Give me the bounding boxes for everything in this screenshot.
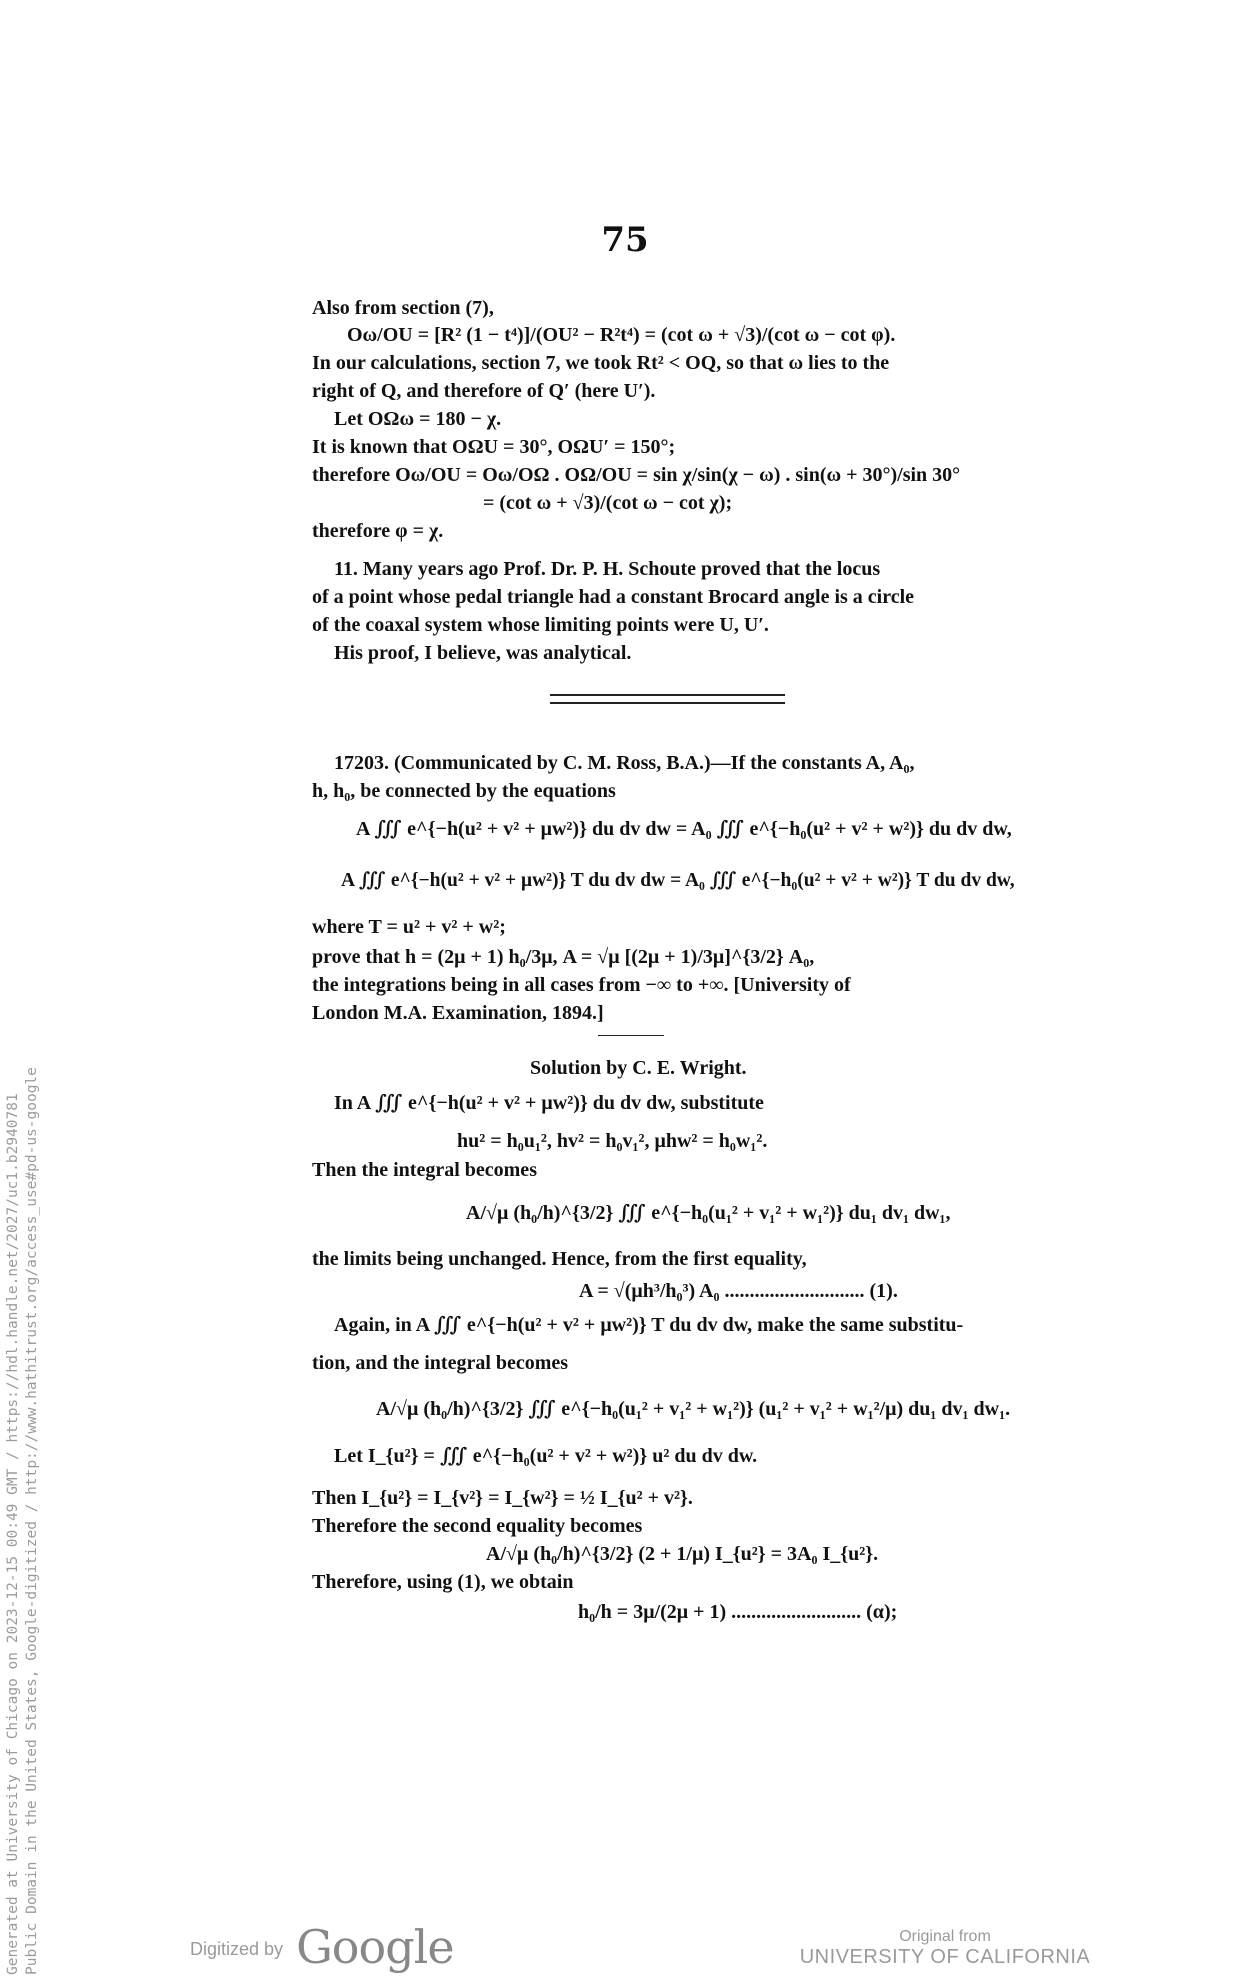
digitized-label: Digitized by (190, 1939, 284, 1959)
text-line: A/√μ (h₀/h)^{3/2} (2 + 1/μ) I_{u²} = 3A₀ I_{u²}. (486, 1543, 879, 1565)
text-line: therefore φ = χ. (312, 520, 444, 542)
google-logo: Google (296, 1920, 454, 1974)
text-line: where T = u² + v² + w²; (312, 916, 506, 938)
original-from-label: Original from (899, 1928, 991, 1945)
text-line: Then I_{u²} = I_{v²} = I_{w²} = ½ I_{u² + v²}. (312, 1487, 693, 1509)
text-line: Therefore the second equality becomes (312, 1515, 643, 1537)
text-line: right of Q, and therefore of Q′ (here U′). (312, 380, 656, 402)
text-line: A ∭ e^{−h(u² + v² + μw²)} du dv dw = A₀ ∭ e^{−h₀(u² + v² + w²)} du dv dw, (356, 818, 1012, 840)
text-line: A/√μ (h₀/h)^{3/2} ∭ e^{−h₀(u₁² + v₁² + w₁²)} (u₁² + v₁² + w₁²/μ) du₁ dv₁ dw₁. (376, 1398, 1011, 1420)
section-divider-top (550, 694, 785, 696)
text-line: In our calculations, section 7, we took Rt² < OQ, so that ω lies to the (312, 352, 890, 374)
text-line: His proof, I believe, was analytical. (334, 642, 632, 664)
text-line: A = √(μh³/h₀³) A₀ ............................ (1). (579, 1280, 898, 1302)
text-line: Then the integral becomes (312, 1159, 537, 1181)
text-line: Let I_{u²} = ∭ e^{−h₀(u² + v² + w²)} u² du dv dw. (334, 1445, 758, 1467)
text-line: hu² = h₀u₁², hv² = h₀v₁², μhw² = h₀w₁². (457, 1130, 768, 1152)
text-line: A ∭ e^{−h(u² + v² + μw²)} T du dv dw = A₀ ∭ e^{−h₀(u² + v² + w²)} T du dv dw, (341, 870, 1015, 891)
provenance-line-1: Generated at University of Chicago on 2023-12-15 00:49 GMT / https://hdl.handle.net/2027/uc1.b2940781 (5, 1093, 21, 1975)
text-line: tion, and the integral becomes (312, 1352, 569, 1374)
text-line: 11. Many years ago Prof. Dr. P. H. Schoute proved that the locus (334, 558, 881, 580)
text-line: In A ∭ e^{−h(u² + v² + μw²)} du dv dw, substitute (334, 1092, 764, 1114)
provenance-line-2: Public Domain in the United States, Google-digitized / http://www.hathitrust.org/access_use#pd-us-google (24, 1067, 40, 1975)
solution-divider (598, 1035, 664, 1036)
text-line: therefore Oω/OU = Oω/OΩ . OΩ/OU = sin χ/sin(χ − ω) . sin(ω + 30°)/sin 30° (312, 464, 961, 486)
text-line: Also from section (7), (312, 297, 494, 319)
page-number: 75 (601, 220, 649, 260)
text-line: of a point whose pedal triangle had a constant Brocard angle is a circle (312, 586, 915, 608)
text-line: Let OΩω = 180 − χ. (334, 408, 502, 430)
text-line: prove that h = (2μ + 1) h₀/3μ, A = √μ [(2μ + 1)/3μ]^{3/2} A₀, (312, 946, 815, 968)
text-line: Again, in A ∭ e^{−h(u² + v² + μw²)} T du dv dw, make the same substitu- (334, 1314, 964, 1336)
section-divider-bottom (550, 702, 785, 704)
text-line: of the coaxal system whose limiting points were U, U′. (312, 614, 769, 636)
text-line: = (cot ω + √3)/(cot ω − cot χ); (483, 492, 733, 514)
text-line: h, h₀, be connected by the equations (312, 780, 616, 802)
provenance-watermark (4, 1067, 42, 1975)
text-line: the limits being unchanged. Hence, from the first equality, (312, 1248, 807, 1270)
digitized-by-google (190, 1920, 454, 1974)
institution-name: UNIVERSITY OF CALIFORNIA (799, 1946, 1091, 1968)
text-line: A/√μ (h₀/h)^{3/2} ∭ e^{−h₀(u₁² + v₁² + w₁²)} du₁ dv₁ dw₁, (466, 1202, 951, 1224)
text-line: Oω/OU = [R² (1 − t⁴)]/(OU² − R²t⁴) = (cot ω + √3)/(cot ω − cot φ). (347, 324, 896, 346)
text-line: h₀/h = 3μ/(2μ + 1) .......................... (α); (578, 1601, 898, 1623)
text-line: Therefore, using (1), we obtain (312, 1571, 574, 1593)
text-line: the integrations being in all cases from −∞ to +∞. [University of (312, 974, 851, 996)
text-line: Solution by C. E. Wright. (530, 1057, 747, 1079)
text-line: It is known that OΩU = 30°, OΩU′ = 150°; (312, 436, 676, 458)
text-line: London M.A. Examination, 1894.] (312, 1002, 604, 1024)
original-from (795, 1928, 1095, 1969)
text-line: 17203. (Communicated by C. M. Ross, B.A.)—If the constants A, A₀, (334, 752, 915, 774)
